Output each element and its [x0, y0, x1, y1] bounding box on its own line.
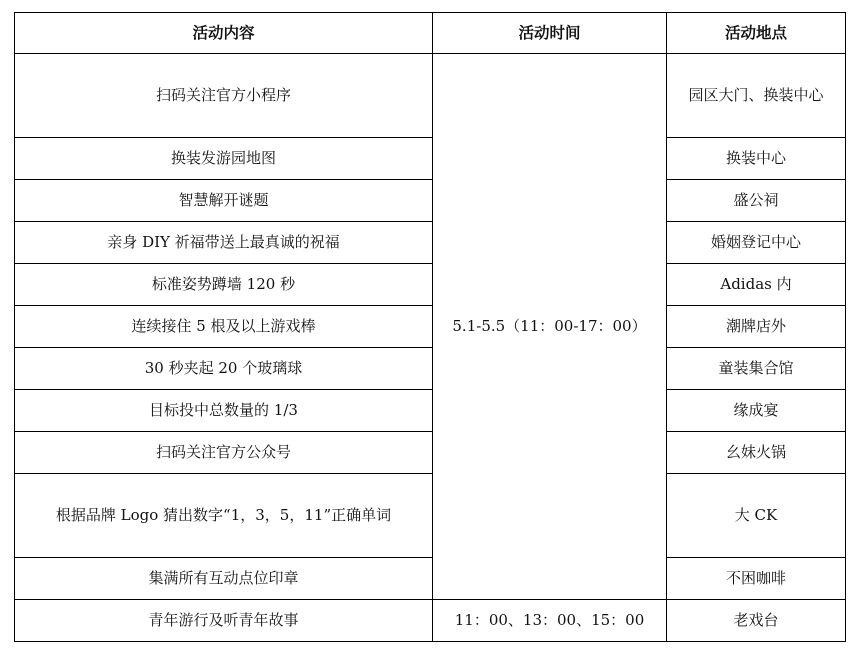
table-row — [15, 474, 846, 558]
activity-location: 老戏台 — [667, 600, 846, 642]
activity-location: 缘成宴 — [667, 390, 846, 432]
table-row — [15, 264, 846, 306]
table-row — [15, 138, 846, 180]
table-row — [15, 306, 846, 348]
activity-content: 亲身 DIY 祈福带送上最真诚的祝福 — [15, 222, 433, 264]
activity-table — [14, 12, 846, 642]
activity-content: 集满所有互动点位印章 — [15, 558, 433, 600]
activity-location: 园区大门、换装中心 — [667, 54, 846, 138]
table-row — [15, 348, 846, 390]
activity-location: 潮牌店外 — [667, 306, 846, 348]
activity-location: Adidas 内 — [667, 264, 846, 306]
activity-location: 换装中心 — [667, 138, 846, 180]
activity-location: 盛公祠 — [667, 180, 846, 222]
table-row — [15, 600, 846, 642]
table-row — [15, 180, 846, 222]
activity-content: 目标投中总数量的 1/3 — [15, 390, 433, 432]
header-time: 活动时间 — [433, 13, 667, 54]
activity-content: 换装发游园地图 — [15, 138, 433, 180]
table-row — [15, 54, 846, 138]
table-row — [15, 432, 846, 474]
table-row — [15, 390, 846, 432]
activity-content: 30 秒夹起 20 个玻璃球 — [15, 348, 433, 390]
activity-content: 根据品牌 Logo 猜出数字“1，3，5，11”正确单词 — [15, 474, 433, 558]
activity-content: 智慧解开谜题 — [15, 180, 433, 222]
activity-content: 扫码关注官方公众号 — [15, 432, 433, 474]
activity-content: 连续接住 5 根及以上游戏棒 — [15, 306, 433, 348]
header-location: 活动地点 — [667, 13, 846, 54]
activity-content: 扫码关注官方小程序 — [15, 54, 433, 138]
activity-location: 不困咖啡 — [667, 558, 846, 600]
table-row — [15, 222, 846, 264]
header-content: 活动内容 — [15, 13, 433, 54]
header-row — [15, 13, 846, 54]
activity-location: 大 CK — [667, 474, 846, 558]
activity-time: 11：00、13：00、15：00 — [433, 600, 667, 642]
activity-location: 童装集合馆 — [667, 348, 846, 390]
activity-location: 婚姻登记中心 — [667, 222, 846, 264]
activity-time-merged: 5.1-5.5（11：00-17：00） — [433, 54, 667, 600]
activity-content: 标准姿势蹲墙 120 秒 — [15, 264, 433, 306]
activity-content: 青年游行及听青年故事 — [15, 600, 433, 642]
table-row — [15, 558, 846, 600]
activity-location: 幺妹火锅 — [667, 432, 846, 474]
